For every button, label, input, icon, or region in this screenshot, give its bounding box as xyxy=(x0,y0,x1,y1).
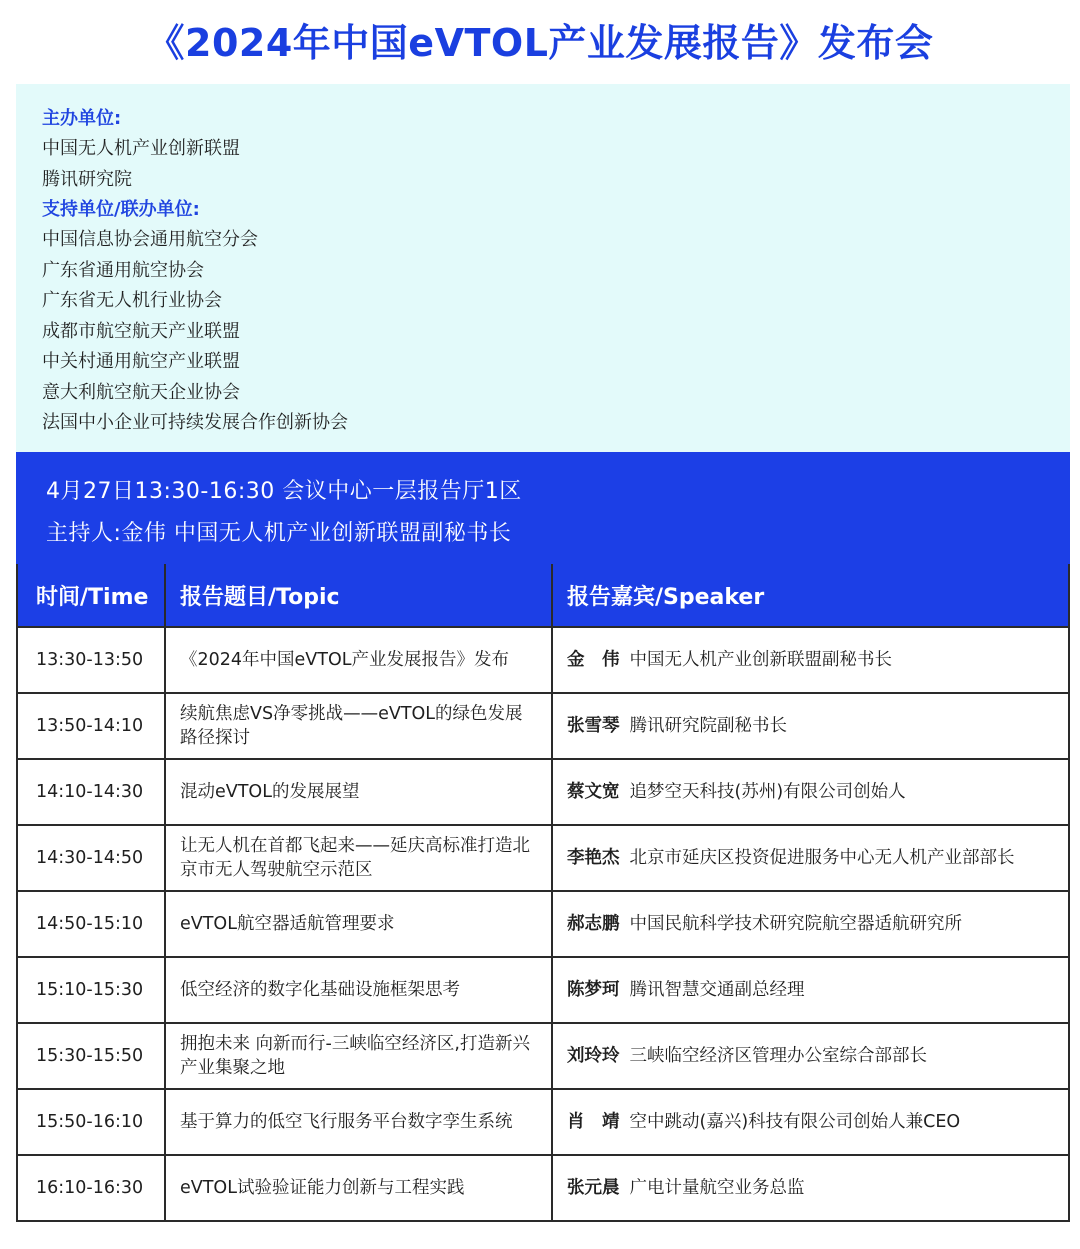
agenda-row xyxy=(17,1155,1069,1221)
speaker-name: 肖 靖 xyxy=(567,1112,620,1132)
support-org: 广东省通用航空协会 xyxy=(42,259,204,281)
row-speaker xyxy=(552,825,1069,891)
row-time: 15:10-15:30 xyxy=(17,957,165,1023)
support-org: 广东省无人机行业协会 xyxy=(42,290,222,311)
row-speaker xyxy=(552,693,1069,759)
speaker-name: 李艳杰 xyxy=(567,848,620,868)
row-topic: 基于算力的低空飞行服务平台数字孪生系统 xyxy=(165,1089,552,1155)
agenda-row xyxy=(17,1089,1069,1155)
agenda-row xyxy=(17,759,1069,825)
agenda-row xyxy=(17,825,1069,891)
row-time: 14:30-14:50 xyxy=(17,825,165,891)
session-banner xyxy=(16,452,1070,564)
agenda-header-row xyxy=(17,564,1069,627)
row-topic: 《2024年中国eVTOL产业发展报告》发布 xyxy=(165,627,552,693)
row-time: 16:10-16:30 xyxy=(17,1155,165,1221)
support-heading: 支持单位/联办单位: xyxy=(42,199,200,220)
agenda-row xyxy=(17,891,1069,957)
speaker-title: 北京市延庆区投资促进服务中心无人机产业部部长 xyxy=(629,848,1015,868)
page-title: 《2024年中国eVTOL产业发展报告》发布会 xyxy=(146,21,934,65)
session-time-place: 4月27日13:30-16:30 会议中心一层报告厅1区 xyxy=(46,479,522,504)
host-heading: 主办单位: xyxy=(42,108,122,129)
agenda-row xyxy=(17,957,1069,1023)
row-topic: eVTOL试验验证能力创新与工程实践 xyxy=(165,1155,552,1221)
support-org: 中关村通用航空产业联盟 xyxy=(42,351,240,372)
row-topic: 混动eVTOL的发展展望 xyxy=(165,759,552,825)
row-speaker xyxy=(552,1023,1069,1089)
speaker-title: 空中跳动(嘉兴)科技有限公司创始人兼CEO xyxy=(629,1112,961,1132)
row-speaker xyxy=(552,759,1069,825)
speaker-title: 腾讯智慧交通副总经理 xyxy=(629,980,805,1000)
speaker-name: 陈梦珂 xyxy=(567,980,620,1000)
support-org: 成都市航空航天产业联盟 xyxy=(42,320,240,342)
row-topic: 拥抱未来 向新而行-三峡临空经济区,打造新兴产业集聚之地 xyxy=(165,1023,552,1089)
row-topic: 让无人机在首都飞起来——延庆高标准打造北京市无人驾驶航空示范区 xyxy=(165,825,552,891)
row-topic: eVTOL航空器适航管理要求 xyxy=(165,891,552,957)
organizers-panel xyxy=(16,84,1070,452)
speaker-title: 广电计量航空业务总监 xyxy=(629,1178,805,1198)
support-org: 中国信息协会通用航空分会 xyxy=(42,229,258,250)
row-time: 15:50-16:10 xyxy=(17,1089,165,1155)
speaker-title: 三峡临空经济区管理办公室综合部部长 xyxy=(629,1046,927,1066)
agenda-table xyxy=(16,564,1070,1222)
host-org: 中国无人机产业创新联盟 xyxy=(42,138,240,159)
speaker-name: 郝志鹏 xyxy=(567,914,620,934)
speaker-title: 追梦空天科技(苏州)有限公司创始人 xyxy=(629,782,906,802)
speaker-title: 中国无人机产业创新联盟副秘书长 xyxy=(629,650,892,670)
header-speaker: 报告嘉宾/Speaker xyxy=(552,564,1069,627)
session-moderator: 主持人:金伟 中国无人机产业创新联盟副秘书长 xyxy=(46,521,512,546)
row-speaker xyxy=(552,891,1069,957)
row-time: 13:50-14:10 xyxy=(17,693,165,759)
support-org: 意大利航空航天企业协会 xyxy=(42,381,240,403)
header-topic: 报告题目/Topic xyxy=(165,564,552,627)
agenda-row xyxy=(17,627,1069,693)
speaker-name: 蔡文宽 xyxy=(567,782,620,802)
row-time: 14:50-15:10 xyxy=(17,891,165,957)
speaker-name: 张雪琴 xyxy=(567,716,620,736)
speaker-title: 腾讯研究院副秘书长 xyxy=(629,716,787,736)
row-time: 13:30-13:50 xyxy=(17,627,165,693)
speaker-name: 刘玲玲 xyxy=(567,1046,620,1066)
agenda-row xyxy=(17,693,1069,759)
host-org: 腾讯研究院 xyxy=(42,168,132,190)
row-time: 15:30-15:50 xyxy=(17,1023,165,1089)
row-speaker xyxy=(552,1089,1069,1155)
row-speaker xyxy=(552,1155,1069,1221)
row-topic: 续航焦虑VS净零挑战——eVTOL的绿色发展路径探讨 xyxy=(165,693,552,759)
speaker-name: 张元晨 xyxy=(567,1178,620,1198)
row-topic: 低空经济的数字化基础设施框架思考 xyxy=(165,957,552,1023)
organizers-list xyxy=(42,104,348,439)
speaker-title: 中国民航科学技术研究院航空器适航研究所 xyxy=(629,914,962,934)
agenda-row xyxy=(17,1023,1069,1089)
row-time: 14:10-14:30 xyxy=(17,759,165,825)
speaker-name: 金 伟 xyxy=(567,650,620,670)
row-speaker xyxy=(552,957,1069,1023)
support-org: 法国中小企业可持续发展合作创新协会 xyxy=(42,412,348,433)
row-speaker xyxy=(552,627,1069,693)
header-time: 时间/Time xyxy=(17,564,165,627)
